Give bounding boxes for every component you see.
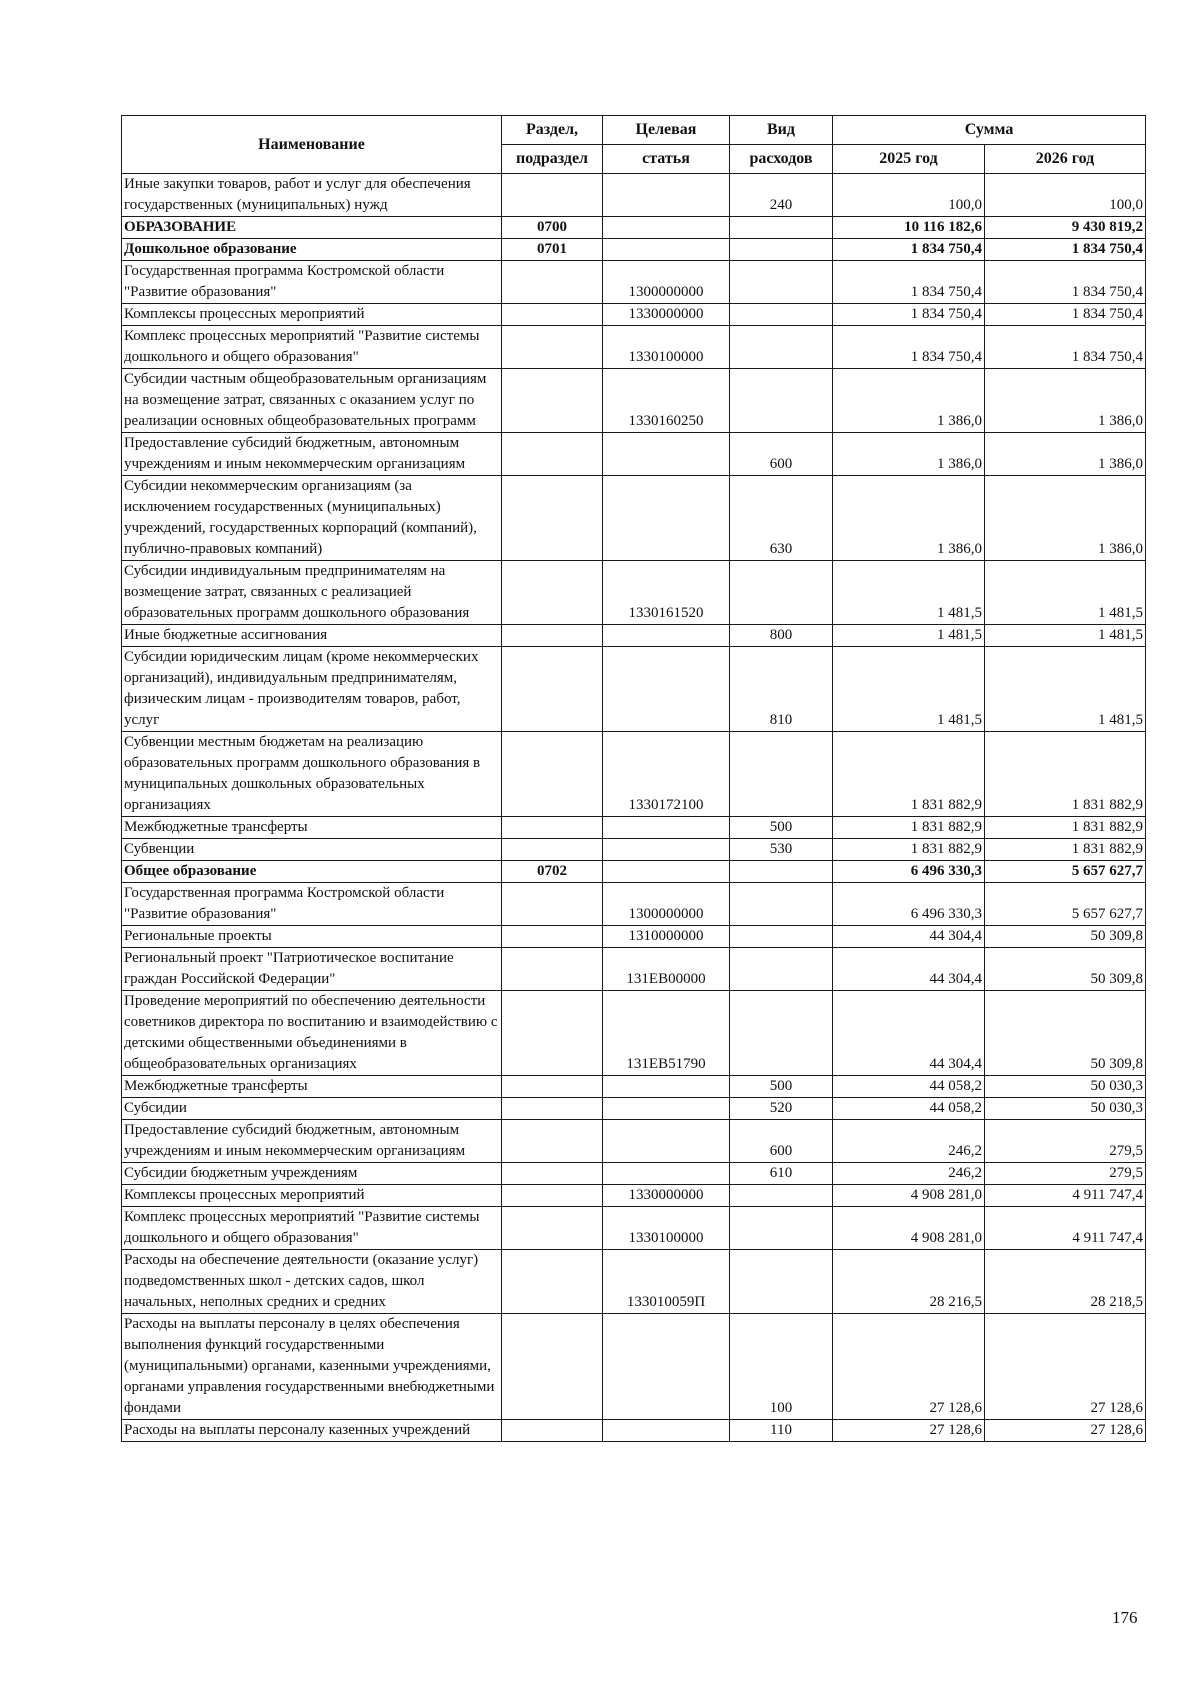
row-value-2025: 27 128,6 [833, 1420, 985, 1442]
table-row [122, 1314, 1146, 1420]
row-value-2026: 50 030,3 [985, 1076, 1146, 1098]
row-name: Государственная программа Костромской области "Развитие образования" [122, 883, 502, 926]
row-type: 600 [730, 1120, 833, 1163]
row-target [603, 1163, 730, 1185]
row-name: Субсидии [122, 1098, 502, 1120]
row-value-2025: 246,2 [833, 1163, 985, 1185]
row-target: 1330161520 [603, 561, 730, 625]
row-value-2025: 246,2 [833, 1120, 985, 1163]
row-value-2026: 50 030,3 [985, 1098, 1146, 1120]
row-target [603, 647, 730, 732]
row-value-2025: 1 386,0 [833, 369, 985, 433]
table-row [122, 433, 1146, 476]
row-section [502, 561, 603, 625]
table-row [122, 625, 1146, 647]
row-section [502, 817, 603, 839]
row-type [730, 926, 833, 948]
row-section [502, 647, 603, 732]
row-target [603, 839, 730, 861]
row-target: 1300000000 [603, 883, 730, 926]
row-value-2026: 50 309,8 [985, 991, 1146, 1076]
row-section [502, 1207, 603, 1250]
row-name: Предоставление субсидий бюджетным, автономным учреждениям и иным некоммерческим организациям [122, 1120, 502, 1163]
row-type [730, 326, 833, 369]
row-type [730, 239, 833, 261]
row-value-2025: 44 058,2 [833, 1098, 985, 1120]
row-name: Субсидии частным общеобразовательным организациям на возмещение затрат, связанных с оказанием услуг по реализации основных общеобразовательных программ [122, 369, 502, 433]
row-value-2025: 4 908 281,0 [833, 1207, 985, 1250]
row-value-2026: 1 834 750,4 [985, 326, 1146, 369]
row-value-2025: 28 216,5 [833, 1250, 985, 1314]
table-row [122, 883, 1146, 926]
row-target: 1330000000 [603, 304, 730, 326]
row-value-2026: 1 831 882,9 [985, 817, 1146, 839]
row-value-2025: 4 908 281,0 [833, 1185, 985, 1207]
row-type [730, 1250, 833, 1314]
row-type [730, 561, 833, 625]
row-section [502, 476, 603, 561]
header-row-1 [122, 116, 1146, 145]
row-name: Межбюджетные трансферты [122, 1076, 502, 1098]
row-section [502, 1185, 603, 1207]
table-row [122, 1076, 1146, 1098]
row-target [603, 817, 730, 839]
table-body [122, 174, 1146, 1442]
budget-table [121, 115, 1146, 1442]
row-section [502, 304, 603, 326]
row-type [730, 991, 833, 1076]
table-row [122, 326, 1146, 369]
row-value-2025: 1 834 750,4 [833, 304, 985, 326]
row-value-2026: 1 831 882,9 [985, 732, 1146, 817]
row-name: Дошкольное образование [122, 239, 502, 261]
row-target [603, 1420, 730, 1442]
row-target: 1330100000 [603, 326, 730, 369]
row-section [502, 369, 603, 433]
row-value-2025: 1 386,0 [833, 476, 985, 561]
row-value-2026: 1 834 750,4 [985, 304, 1146, 326]
row-section [502, 1163, 603, 1185]
row-name: Субвенции местным бюджетам на реализацию образовательных программ дошкольного образования в муниципальных дошкольных образовательных организациях [122, 732, 502, 817]
table-row [122, 817, 1146, 839]
row-section [502, 1250, 603, 1314]
row-value-2025: 1 481,5 [833, 647, 985, 732]
row-type: 100 [730, 1314, 833, 1420]
row-value-2026: 5 657 627,7 [985, 861, 1146, 883]
row-value-2026: 279,5 [985, 1163, 1146, 1185]
table-row [122, 174, 1146, 217]
header-section-line1: Раздел, [502, 116, 603, 145]
row-name: Расходы на выплаты персоналу в целях обеспечения выполнения функций государственными (муниципальными) органами, казенными учреждениями, органами управления государственными внебюджетными фондами [122, 1314, 502, 1420]
row-section [502, 839, 603, 861]
row-section [502, 625, 603, 647]
row-type [730, 304, 833, 326]
table-row [122, 1207, 1146, 1250]
row-section: 0702 [502, 861, 603, 883]
row-type: 810 [730, 647, 833, 732]
header-year-2026: 2026 год [985, 145, 1146, 174]
row-type [730, 1185, 833, 1207]
row-value-2026: 4 911 747,4 [985, 1207, 1146, 1250]
row-value-2025: 10 116 182,6 [833, 217, 985, 239]
table-row [122, 1163, 1146, 1185]
page-number: 176 [1112, 1608, 1138, 1627]
row-target: 133010059П [603, 1250, 730, 1314]
row-type: 630 [730, 476, 833, 561]
row-type [730, 883, 833, 926]
row-type: 240 [730, 174, 833, 217]
row-name: Расходы на обеспечение деятельности (оказание услуг) подведомственных школ - детских садов, школ начальных, неполных средних и средних [122, 1250, 502, 1314]
row-target: 1310000000 [603, 926, 730, 948]
row-target [603, 1120, 730, 1163]
row-name: Комплекс процессных мероприятий "Развитие системы дошкольного и общего образования" [122, 1207, 502, 1250]
row-value-2026: 1 481,5 [985, 625, 1146, 647]
row-value-2025: 1 831 882,9 [833, 817, 985, 839]
row-name: Региональные проекты [122, 926, 502, 948]
row-value-2026: 1 834 750,4 [985, 239, 1146, 261]
row-section [502, 926, 603, 948]
header-type-line1: Вид [730, 116, 833, 145]
row-value-2025: 1 481,5 [833, 561, 985, 625]
row-target [603, 1098, 730, 1120]
row-value-2026: 5 657 627,7 [985, 883, 1146, 926]
row-section [502, 732, 603, 817]
table-row [122, 476, 1146, 561]
row-value-2026: 4 911 747,4 [985, 1185, 1146, 1207]
row-section [502, 174, 603, 217]
row-section [502, 1098, 603, 1120]
row-target [603, 1076, 730, 1098]
table-row [122, 948, 1146, 991]
row-section [502, 433, 603, 476]
table-row [122, 1120, 1146, 1163]
header-target-line2: статья [603, 145, 730, 174]
table-row [122, 926, 1146, 948]
table-row [122, 561, 1146, 625]
row-name: Межбюджетные трансферты [122, 817, 502, 839]
row-target: 1300000000 [603, 261, 730, 304]
header-sum: Сумма [833, 116, 1146, 145]
row-target [603, 174, 730, 217]
row-name: Региональный проект "Патриотическое воспитание граждан Российской Федерации" [122, 948, 502, 991]
row-value-2025: 1 834 750,4 [833, 326, 985, 369]
table-row [122, 647, 1146, 732]
row-type: 500 [730, 817, 833, 839]
row-target: 1330172100 [603, 732, 730, 817]
row-type [730, 217, 833, 239]
table-row [122, 1098, 1146, 1120]
row-type [730, 948, 833, 991]
row-name: Расходы на выплаты персоналу казенных учреждений [122, 1420, 502, 1442]
row-section [502, 1076, 603, 1098]
row-value-2025: 1 831 882,9 [833, 732, 985, 817]
row-value-2026: 27 128,6 [985, 1314, 1146, 1420]
row-name: Субсидии юридическим лицам (кроме некоммерческих организаций), индивидуальным предпринимателям, физическим лицам - производителям товаров, работ, услуг [122, 647, 502, 732]
row-name: Субсидии бюджетным учреждениям [122, 1163, 502, 1185]
header-type-line2: расходов [730, 145, 833, 174]
row-value-2026: 100,0 [985, 174, 1146, 217]
row-name: Субсидии индивидуальным предпринимателям на возмещение затрат, связанных с реализацией образовательных программ дошкольного образования [122, 561, 502, 625]
row-target [603, 476, 730, 561]
table-row [122, 239, 1146, 261]
row-name: Государственная программа Костромской области "Развитие образования" [122, 261, 502, 304]
row-value-2026: 1 831 882,9 [985, 839, 1146, 861]
header-year-2025: 2025 год [833, 145, 985, 174]
row-value-2026: 1 386,0 [985, 369, 1146, 433]
row-target [603, 217, 730, 239]
row-section: 0700 [502, 217, 603, 239]
table-row [122, 261, 1146, 304]
row-name: Субвенции [122, 839, 502, 861]
header-name: Наименование [122, 116, 502, 174]
row-value-2026: 1 386,0 [985, 476, 1146, 561]
row-name: Комплексы процессных мероприятий [122, 304, 502, 326]
row-value-2026: 27 128,6 [985, 1420, 1146, 1442]
row-target: 131ЕВ00000 [603, 948, 730, 991]
row-name: Предоставление субсидий бюджетным, автономным учреждениям и иным некоммерческим организациям [122, 433, 502, 476]
row-type: 530 [730, 839, 833, 861]
row-value-2026: 1 386,0 [985, 433, 1146, 476]
row-value-2025: 44 304,4 [833, 948, 985, 991]
table-row [122, 1420, 1146, 1442]
row-type: 610 [730, 1163, 833, 1185]
row-type: 800 [730, 625, 833, 647]
row-type [730, 732, 833, 817]
table-row [122, 1185, 1146, 1207]
row-value-2025: 27 128,6 [833, 1314, 985, 1420]
row-value-2025: 1 834 750,4 [833, 239, 985, 261]
row-target [603, 433, 730, 476]
row-target [603, 1314, 730, 1420]
row-target: 1330160250 [603, 369, 730, 433]
row-section [502, 326, 603, 369]
row-value-2025: 44 058,2 [833, 1076, 985, 1098]
row-type: 520 [730, 1098, 833, 1120]
row-name: Комплекс процессных мероприятий "Развитие системы дошкольного и общего образования" [122, 326, 502, 369]
row-value-2025: 1 481,5 [833, 625, 985, 647]
row-value-2025: 44 304,4 [833, 991, 985, 1076]
row-name: Иные бюджетные ассигнования [122, 625, 502, 647]
row-section [502, 1120, 603, 1163]
table-row [122, 839, 1146, 861]
row-target: 1330100000 [603, 1207, 730, 1250]
row-type [730, 861, 833, 883]
row-value-2025: 1 386,0 [833, 433, 985, 476]
row-name: Проведение мероприятий по обеспечению деятельности советников директора по воспитанию и взаимодействию с детскими общественными объединениями в общеобразовательных организациях [122, 991, 502, 1076]
row-name: ОБРАЗОВАНИЕ [122, 217, 502, 239]
row-target: 131ЕВ51790 [603, 991, 730, 1076]
row-type [730, 261, 833, 304]
row-section [502, 948, 603, 991]
row-section: 0701 [502, 239, 603, 261]
row-value-2026: 9 430 819,2 [985, 217, 1146, 239]
row-value-2025: 6 496 330,3 [833, 883, 985, 926]
row-section [502, 1314, 603, 1420]
row-type: 500 [730, 1076, 833, 1098]
row-value-2025: 6 496 330,3 [833, 861, 985, 883]
row-value-2026: 279,5 [985, 1120, 1146, 1163]
header-section-line2: подраздел [502, 145, 603, 174]
row-target [603, 625, 730, 647]
table-row [122, 861, 1146, 883]
table-row [122, 991, 1146, 1076]
row-type: 600 [730, 433, 833, 476]
row-name: Общее образование [122, 861, 502, 883]
row-type [730, 1207, 833, 1250]
row-name: Субсидии некоммерческим организациям (за исключением государственных (муниципальных) учреждений, государственных корпораций (компаний), публично-правовых компаний) [122, 476, 502, 561]
table-row [122, 304, 1146, 326]
row-target [603, 861, 730, 883]
row-section [502, 261, 603, 304]
row-value-2026: 28 218,5 [985, 1250, 1146, 1314]
row-value-2026: 50 309,8 [985, 948, 1146, 991]
row-value-2026: 1 481,5 [985, 561, 1146, 625]
row-name: Комплексы процессных мероприятий [122, 1185, 502, 1207]
row-value-2026: 1 481,5 [985, 647, 1146, 732]
row-value-2025: 1 834 750,4 [833, 261, 985, 304]
table-row [122, 217, 1146, 239]
row-target: 1330000000 [603, 1185, 730, 1207]
table-row [122, 369, 1146, 433]
row-value-2025: 1 831 882,9 [833, 839, 985, 861]
row-value-2026: 50 309,8 [985, 926, 1146, 948]
row-value-2026: 1 834 750,4 [985, 261, 1146, 304]
row-value-2025: 44 304,4 [833, 926, 985, 948]
row-value-2025: 100,0 [833, 174, 985, 217]
row-name: Иные закупки товаров, работ и услуг для обеспечения государственных (муниципальных) нужд [122, 174, 502, 217]
row-section [502, 1420, 603, 1442]
row-type: 110 [730, 1420, 833, 1442]
row-type [730, 369, 833, 433]
row-section [502, 991, 603, 1076]
row-target [603, 239, 730, 261]
header-target-line1: Целевая [603, 116, 730, 145]
table-row [122, 732, 1146, 817]
table-row [122, 1250, 1146, 1314]
row-section [502, 883, 603, 926]
